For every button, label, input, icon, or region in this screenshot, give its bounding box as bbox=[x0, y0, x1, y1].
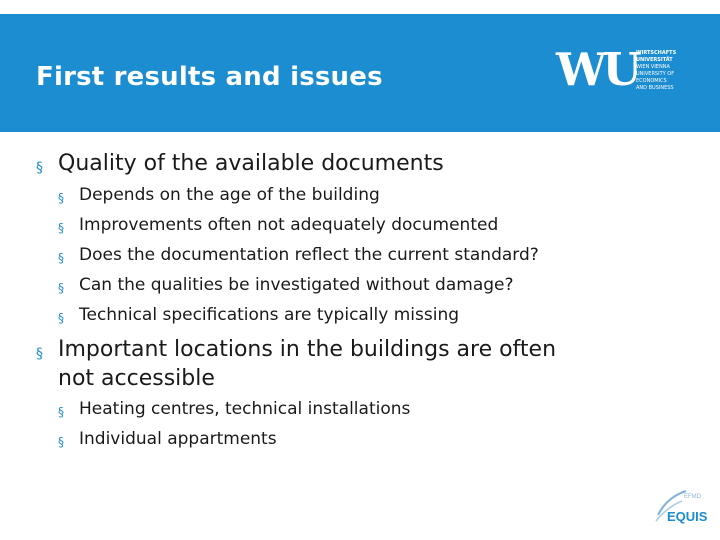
logo-line: UNIVERSITÄT bbox=[636, 57, 673, 63]
bullet-icon: § bbox=[36, 346, 43, 362]
logo-line: AND BUSINESS bbox=[636, 85, 674, 91]
equis-label: EQUIS bbox=[667, 509, 708, 524]
sub-bullet-text: Improvements often not adequately documented bbox=[79, 215, 499, 235]
sub-bullet-text: Depends on the age of the building bbox=[79, 185, 380, 205]
logo-line: ECONOMICS bbox=[636, 78, 667, 84]
equis-small-text: EFMD bbox=[684, 494, 701, 500]
logo-line: WIRTSCHAFTS bbox=[636, 50, 677, 56]
sub-bullet-text: Technical specifications are typically missing bbox=[79, 305, 460, 325]
bullet-icon: § bbox=[58, 435, 64, 449]
bullet-icon: § bbox=[58, 281, 64, 295]
bullet-icon: § bbox=[58, 221, 64, 235]
equis-accreditation-logo bbox=[650, 485, 715, 530]
bullet-icon: § bbox=[58, 191, 64, 205]
logo-wordmark: WU bbox=[556, 43, 638, 96]
sub-bullet-text: Does the documentation reflect the current standard? bbox=[79, 245, 539, 265]
slide-title: First results and issues bbox=[36, 62, 383, 92]
bullet-icon: § bbox=[58, 251, 64, 265]
logo-line: WIEN VIENNA bbox=[636, 64, 670, 70]
bullet-text: Important locations in the buildings are often bbox=[58, 337, 557, 362]
bullet-text: Quality of the available documents bbox=[58, 151, 444, 176]
sub-bullet-text: Individual appartments bbox=[79, 429, 277, 449]
sub-bullet-text: Can the qualities be investigated without damage? bbox=[79, 275, 514, 295]
bullet-icon: § bbox=[58, 311, 64, 325]
bullet-icon: § bbox=[36, 160, 43, 176]
bullet-text: not accessible bbox=[58, 366, 215, 391]
sub-bullet-text: Heating centres, technical installations bbox=[79, 399, 411, 419]
logo-line: UNIVERSITY OF bbox=[636, 71, 675, 77]
bullet-icon: § bbox=[58, 405, 64, 419]
